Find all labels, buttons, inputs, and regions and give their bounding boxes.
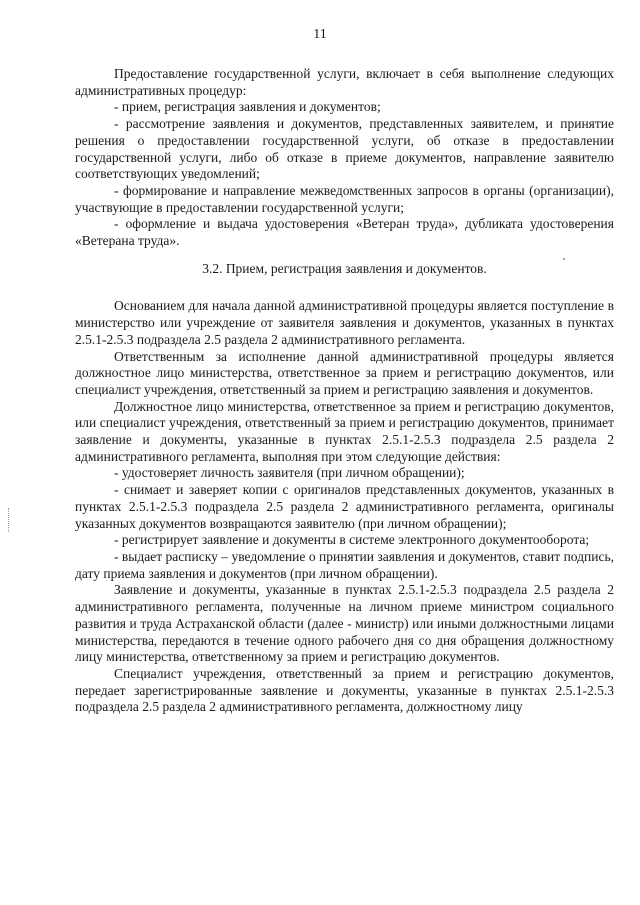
section-heading: 3.2. Прием, регистрация заявления и документов. <box>202 260 487 276</box>
list-item: - снимает и заверяет копии с оригиналов представленных документов, указанных в пунктах 2.5.1-2.5.3 подраздела 2.5 раздела 2 административного регламента, оригиналы указанных документов возвращаются заявителю (при личном обращении); <box>75 482 614 531</box>
list-item: - регистрирует заявление и документы в системе электронного документооборота; <box>114 532 590 548</box>
list-item: - оформление и выдача удостоверения «Ветеран труда», дубликата удостоверения «Ветерана труда». <box>75 216 614 249</box>
paragraph: Заявление и документы, указанные в пунктах 2.5.1-2.5.3 подраздела 2.5 раздела 2 административного регламента, полученные на личном приеме министром социального развития и труда Астраханской области (далее - министр) или иными должностными лицами министерства, передаются в течение одного рабочего дня со дня обращения должностному лицу министерства, ответственному за прием и регистрацию документов. <box>75 582 614 665</box>
paragraph: Основанием для начала данной административной процедуры является поступление в министерство или учреждение от заявителя заявления и документов, указанных в пунктах 2.5.1-2.5.3 подраздела 2.5 раздела 2 административного регламента. <box>75 298 614 347</box>
list-item: - прием, регистрация заявления и документов; <box>114 99 381 115</box>
paragraph: Предоставление государственной услуги, включает в себя выполнение следующих административных процедур: <box>75 66 614 98</box>
list-item: - рассмотрение заявления и документов, представленных заявителем, и принятие решения о предоставлении государственной услуги, об отказе в предоставлении государственной услуги, либо об отказе в приеме документов, направление заявителю соответствующих уведомлений; <box>75 116 614 182</box>
list-item: - выдает расписку – уведомление о принятии заявления и документов, ставит подпись, дату приема заявления и документов (при личном обращении). <box>75 548 614 581</box>
paragraph: Ответственным за исполнение данной административной процедуры является должностное лицо министерства, ответственное за прием и регистрацию документов, или специалист учреждения, ответственный за прием и регистрацию заявления и документов. <box>75 348 614 397</box>
paragraph: Должностное лицо министерства, ответственное за прием и регистрацию документов, или специалист учреждения, ответственный за прием и регистрацию документов, принимает заявление и документы, указанные в пунктах 2.5.1-2.5.3 подраздела 2.5 раздела 2 административного регламента, выполняя при этом следующие действия: <box>75 398 614 464</box>
scan-artifact-left <box>8 508 10 532</box>
paragraph: Специалист учреждения, ответственный за прием и регистрацию документов, передает зарегистрированные заявление и документы, указанные в пунктах 2.5.1-2.5.3 подраздела 2.5 раздела 2 административного регламента, должностному лицу <box>75 665 614 715</box>
page-number: 11 <box>313 27 327 42</box>
list-item: - формирование и направление межведомственных запросов в органы (организации), участвующие в предоставлении государственной услуги; <box>75 182 614 215</box>
document-body <box>75 66 614 716</box>
list-item: - удостоверяет личность заявителя (при личном обращении); <box>114 465 465 481</box>
